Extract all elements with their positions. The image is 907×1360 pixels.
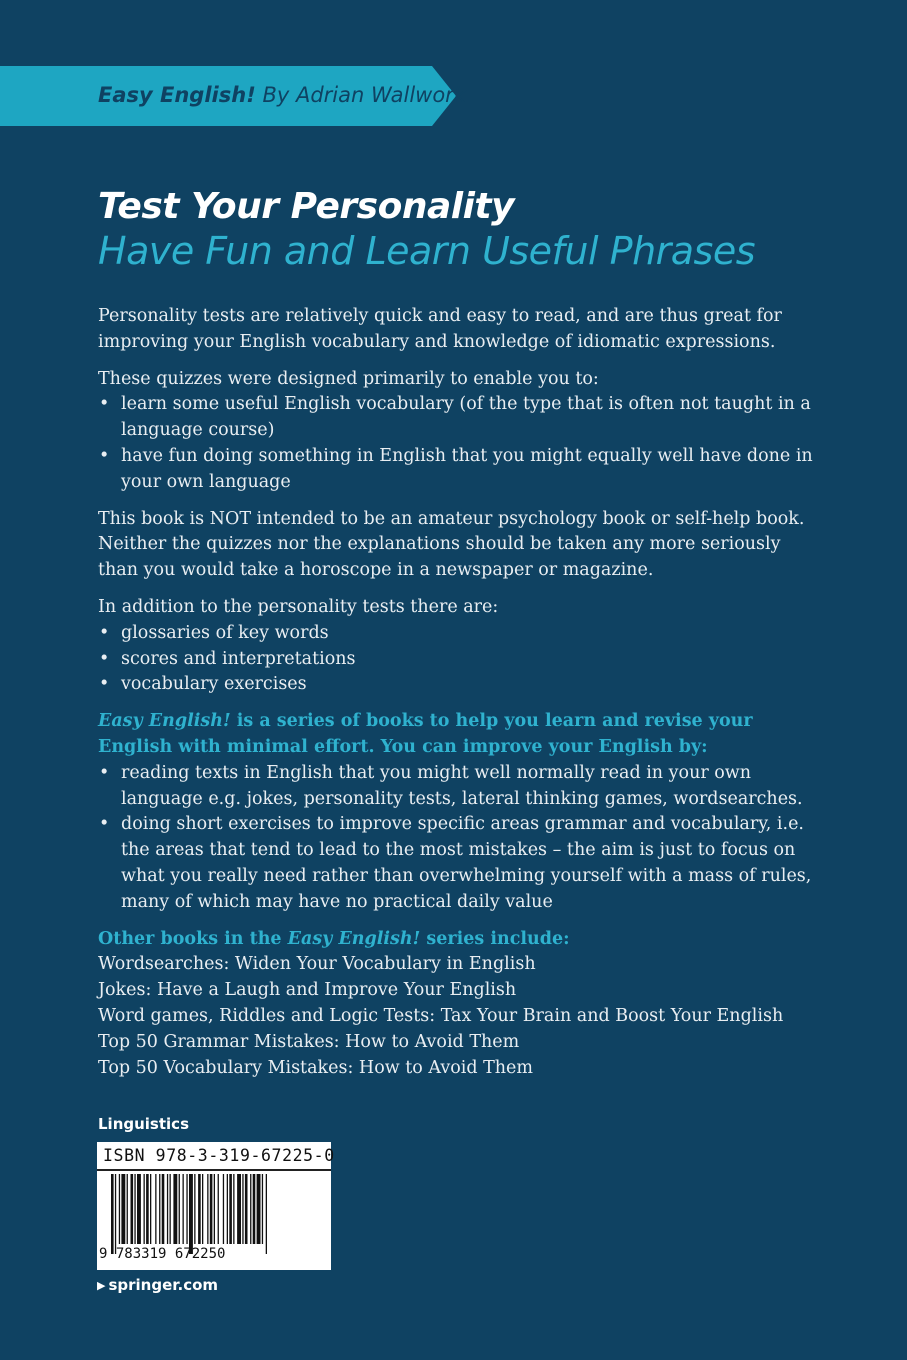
website-label: springer.com <box>108 1276 219 1294</box>
series-banner-text <box>98 83 466 107</box>
barcode-icon <box>111 1174 321 1254</box>
other-book-title: Wordsearches: Widen Your Vocabulary in English <box>98 954 536 975</box>
barcode-box <box>97 1142 335 1270</box>
series-info-item: • doing short exercises to improve specific areas grammar and vocabulary, i.e. the areas that tend to lead to the most mistakes – the aim is just to focus on what you really need rather than overwhelming yourself with a mass of rules, many of which may have no practical daily value <box>98 812 818 915</box>
other-book-title: Jokes: Have a Laugh and Improve Your English <box>98 980 517 1001</box>
other-books-suffix: series include: <box>420 928 570 949</box>
extras-item: • vocabulary exercises <box>98 672 818 698</box>
banner-series-name: Easy English! <box>98 83 256 107</box>
other-book-title: Top 50 Vocabulary Mistakes: How to Avoid Them <box>98 1057 534 1078</box>
other-book-title: Top 50 Grammar Mistakes: How to Avoid Them <box>98 1031 520 1052</box>
series-info-name: Easy English! <box>98 711 231 732</box>
other-books-list <box>98 952 818 1081</box>
book-subtitle: Have Fun and Learn Useful Phrases <box>98 229 756 273</box>
purpose-list <box>98 392 818 495</box>
isbn-text: ISBN 978-3-319-67225-0 <box>103 1146 335 1165</box>
other-books-lead <box>98 927 818 953</box>
purpose-item: • learn some useful English vocabulary (of the type that is often not taught in a language course) <box>98 392 818 444</box>
other-books-prefix: Other books in the <box>98 928 288 949</box>
disclaimer-paragraph: This book is NOT intended to be an amateur psychology book or self-help book. Neither the quizzes nor the explanations should be taken any more seriously than you would take a horoscope in a newspaper or magazine. <box>98 508 805 581</box>
series-info-list <box>98 761 818 916</box>
other-books-series: Easy English! <box>287 928 421 949</box>
triangle-right-icon: ▶ <box>97 1279 106 1292</box>
isbn-rule <box>97 1169 331 1171</box>
series-info-text: is a series of books to help you learn and revise your English with minimal effort. You can improve your English by: <box>98 711 753 757</box>
extras-list <box>98 621 818 698</box>
book-title: Test Your Personality <box>98 186 515 227</box>
barcode-digits: 9 783319 672250 <box>99 1246 226 1262</box>
extras-item: • scores and interpretations <box>98 647 818 673</box>
series-info-lead <box>98 709 818 761</box>
extras-lead: In addition to the personality tests there are: <box>98 596 499 617</box>
banner-author: By Adrian Wallwork <box>262 83 466 107</box>
category-label: Linguistics <box>98 1115 189 1133</box>
series-info-item: • reading texts in English that you might well normally read in your own language e.g. jokes, personality tests, lateral thinking games, wordsearches. <box>98 761 818 813</box>
extras-item: • glossaries of key words <box>98 621 818 647</box>
purpose-lead: These quizzes were designed primarily to enable you to: <box>98 368 599 389</box>
other-book-title: Word games, Riddles and Logic Tests: Tax Your Brain and Boost Your English <box>98 1005 784 1026</box>
intro-paragraph: Personality tests are relatively quick and easy to read, and are thus great for improving your English vocabulary and knowledge of idiomatic expressions. <box>98 306 782 352</box>
website-link[interactable] <box>97 1276 218 1294</box>
description <box>98 304 818 1081</box>
purpose-item: • have fun doing something in English that you might equally well have done in your own language <box>98 444 818 496</box>
